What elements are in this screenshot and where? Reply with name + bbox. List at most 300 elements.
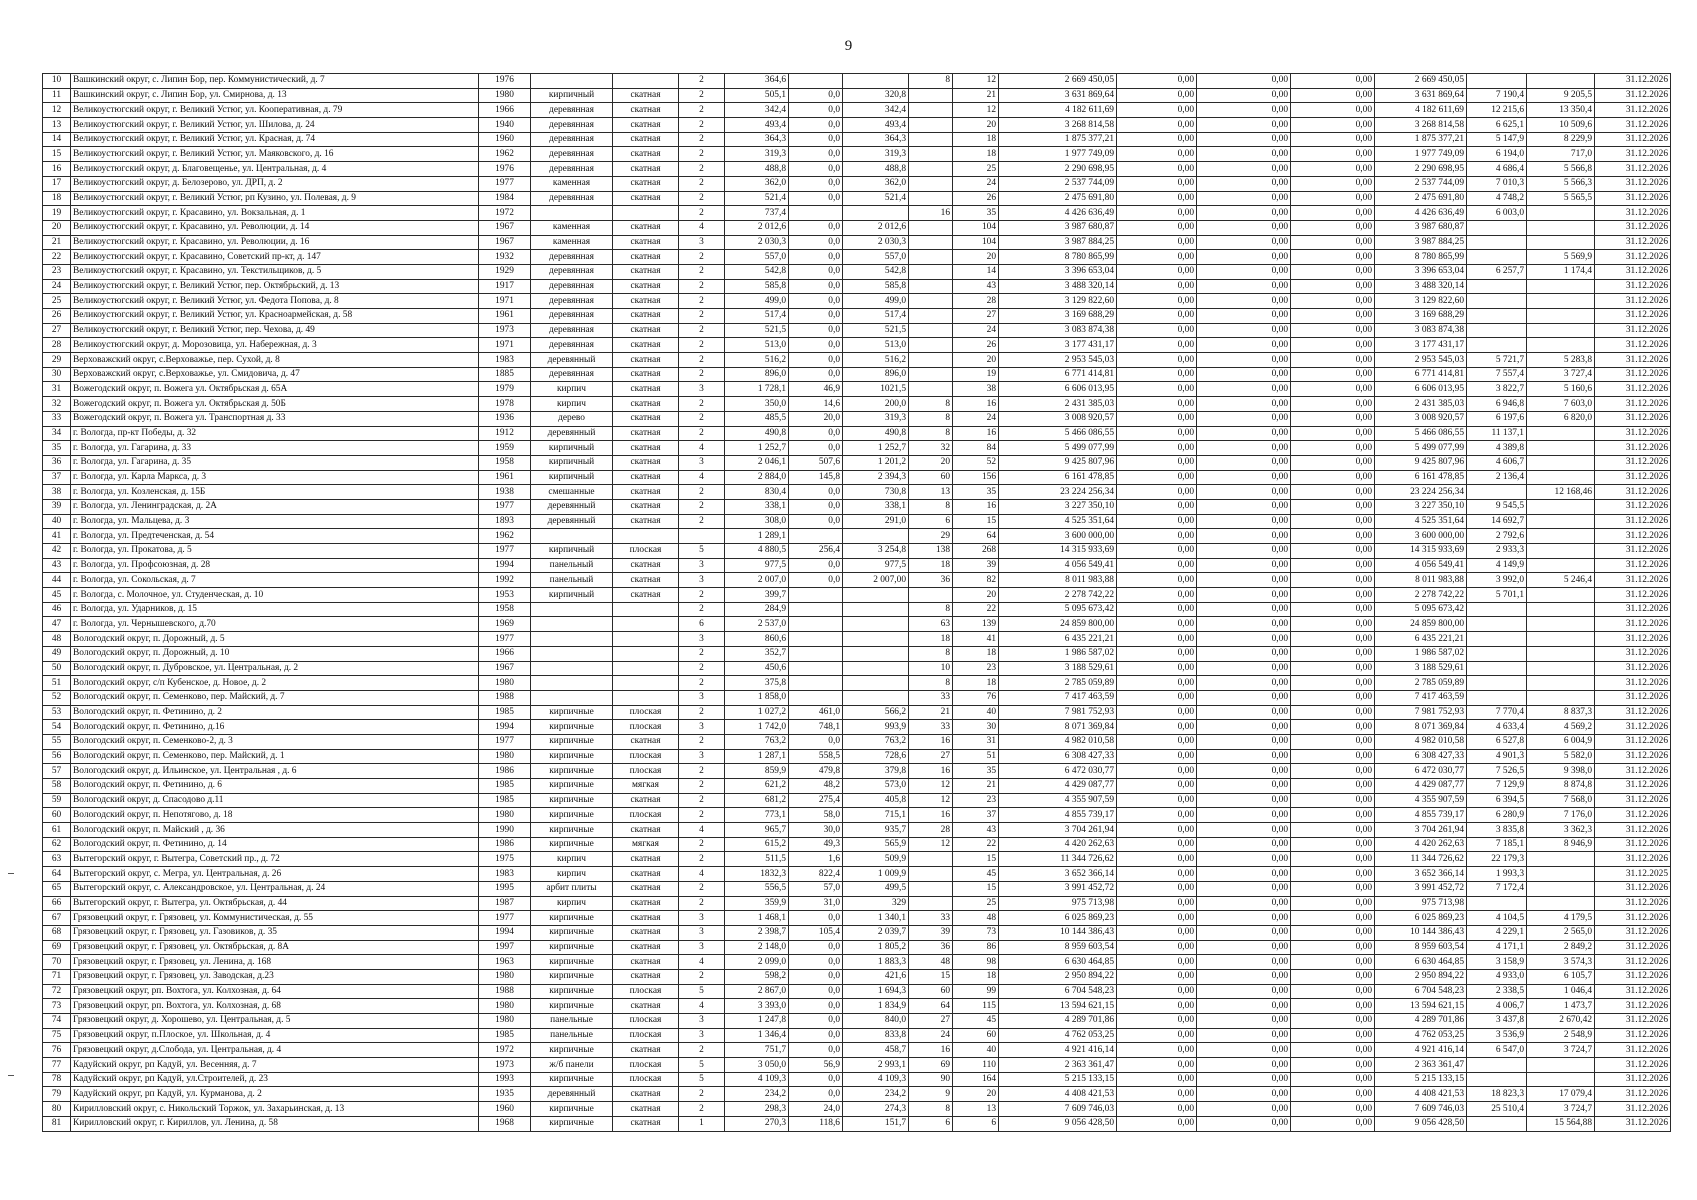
- table-cell: деревянная: [531, 103, 613, 118]
- address-cell: Грязовецкий округ, д.Слобода, ул. Центральная, д. 4: [71, 1043, 479, 1058]
- table-cell: 730,8: [843, 485, 909, 500]
- table-cell: 0,0: [789, 338, 843, 353]
- table-cell: 0,00: [1197, 279, 1291, 294]
- table-cell: 0,00: [1291, 955, 1375, 970]
- table-cell: [1467, 235, 1527, 250]
- table-cell: 1 346,4: [725, 1028, 789, 1043]
- table-cell: 509,9: [843, 852, 909, 867]
- table-cell: кирпичные: [531, 984, 613, 999]
- table-cell: 5 283,8: [1527, 353, 1595, 368]
- table-cell: 0,00: [1117, 1058, 1197, 1073]
- table-cell: 31.12.2026: [1595, 426, 1671, 441]
- table-cell: 0,00: [1117, 661, 1197, 676]
- table-cell: 0,00: [1117, 514, 1197, 529]
- table-cell: 338,1: [725, 499, 789, 514]
- address-cell: Грязовецкий округ, рп. Вохтога, ул. Колхозная, д. 64: [71, 984, 479, 999]
- table-cell: 0,00: [1291, 588, 1375, 603]
- table-cell: скатная: [613, 823, 679, 838]
- table-row: [43, 470, 1671, 485]
- table-cell: 1994: [479, 558, 531, 573]
- table-cell: 565,9: [843, 837, 909, 852]
- table-cell: 275,4: [789, 793, 843, 808]
- table-cell: 2: [679, 779, 725, 794]
- housing-register-table: [42, 73, 1671, 1132]
- table-cell: [1467, 294, 1527, 309]
- table-cell: 7 185,1: [1467, 837, 1527, 852]
- table-cell: 517,4: [725, 309, 789, 324]
- table-cell: 0,00: [1197, 955, 1291, 970]
- table-cell: 2: [679, 896, 725, 911]
- table-cell: 2: [679, 969, 725, 984]
- table-cell: 2 867,0: [725, 984, 789, 999]
- table-cell: 1917: [479, 279, 531, 294]
- address-cell: г. Вологда, ул. Ударников, д. 15: [71, 602, 479, 617]
- table-cell: 3 987 884,25: [1375, 235, 1467, 250]
- table-row: [43, 147, 1671, 162]
- table-cell: 1967: [479, 220, 531, 235]
- table-cell: 0,00: [1197, 382, 1291, 397]
- table-cell: 3 822,7: [1467, 382, 1527, 397]
- table-cell: 4 355 907,59: [999, 793, 1117, 808]
- table-cell: [909, 147, 953, 162]
- table-cell: 1992: [479, 573, 531, 588]
- table-cell: 4 179,5: [1527, 911, 1595, 926]
- table-cell: 1997: [479, 940, 531, 955]
- table-cell: 4 171,1: [1467, 940, 1527, 955]
- table-cell: 0,00: [1291, 499, 1375, 514]
- table-cell: [1527, 74, 1595, 89]
- table-cell: 4: [679, 823, 725, 838]
- table-row: [43, 132, 1671, 147]
- address-cell: Вытегорский округ, с. Александровское, ул. Центральная, д. 24: [71, 881, 479, 896]
- table-cell: 12: [953, 74, 999, 89]
- table-cell: 4 569,2: [1527, 720, 1595, 735]
- table-cell: плоская: [613, 705, 679, 720]
- table-cell: 615,2: [725, 837, 789, 852]
- table-cell: [789, 661, 843, 676]
- table-cell: 0,0: [789, 162, 843, 177]
- table-cell: плоская: [613, 544, 679, 559]
- table-cell: 3 600 000,00: [1375, 529, 1467, 544]
- table-cell: 0,0: [789, 1014, 843, 1029]
- table-cell: 1976: [479, 74, 531, 89]
- table-cell: 8 071 369,84: [1375, 720, 1467, 735]
- table-cell: 2 669 450,05: [999, 74, 1117, 89]
- table-cell: 5: [679, 1072, 725, 1087]
- table-cell: 31.12.2026: [1595, 514, 1671, 529]
- table-cell: 58,0: [789, 808, 843, 823]
- table-cell: 14: [43, 132, 71, 147]
- table-cell: 33: [43, 411, 71, 426]
- table-cell: 1 834,9: [843, 999, 909, 1014]
- table-cell: 2 933,3: [1467, 544, 1527, 559]
- table-cell: 1971: [479, 294, 531, 309]
- table-cell: 320,8: [843, 88, 909, 103]
- table-cell: 2 007,00: [843, 573, 909, 588]
- table-cell: 1 287,1: [725, 749, 789, 764]
- table-cell: [843, 588, 909, 603]
- table-cell: скатная: [613, 455, 679, 470]
- table-cell: 4 229,1: [1467, 925, 1527, 940]
- table-cell: [909, 132, 953, 147]
- table-cell: 0,00: [1197, 441, 1291, 456]
- table-cell: 1977: [479, 911, 531, 926]
- table-cell: 24: [43, 279, 71, 294]
- table-cell: 3: [679, 1028, 725, 1043]
- table-cell: 1929: [479, 264, 531, 279]
- table-cell: [613, 632, 679, 647]
- table-cell: 0,00: [1117, 690, 1197, 705]
- table-row: [43, 250, 1671, 265]
- table-cell: 1986: [479, 837, 531, 852]
- table-cell: 31.12.2026: [1595, 191, 1671, 206]
- table-cell: кирпичные: [531, 764, 613, 779]
- table-cell: 31.12.2026: [1595, 250, 1671, 265]
- table-cell: 833,8: [843, 1028, 909, 1043]
- table-cell: 0,0: [789, 176, 843, 191]
- table-row: [43, 808, 1671, 823]
- table-cell: [909, 118, 953, 133]
- table-cell: 319,3: [843, 147, 909, 162]
- table-cell: 1963: [479, 955, 531, 970]
- table-cell: 0,00: [1291, 734, 1375, 749]
- table-cell: 82: [953, 573, 999, 588]
- table-cell: кирпичные: [531, 1072, 613, 1087]
- table-cell: 3 188 529,61: [999, 661, 1117, 676]
- table-cell: деревянная: [531, 191, 613, 206]
- table-cell: 4: [679, 999, 725, 1014]
- table-row: [43, 455, 1671, 470]
- table-cell: [1527, 1058, 1595, 1073]
- table-cell: [1527, 455, 1595, 470]
- table-cell: 5 466 086,55: [1375, 426, 1467, 441]
- table-cell: [909, 367, 953, 382]
- table-cell: 2 785 059,89: [1375, 676, 1467, 691]
- table-cell: 5 160,6: [1527, 382, 1595, 397]
- table-cell: кирпичный: [531, 588, 613, 603]
- table-cell: 2 849,2: [1527, 940, 1595, 955]
- table-cell: 45: [953, 1014, 999, 1029]
- table-cell: 24: [953, 176, 999, 191]
- table-cell: скатная: [613, 573, 679, 588]
- table-cell: 450,6: [725, 661, 789, 676]
- address-cell: Грязовецкий округ, рп. Вохтога, ул. Колхозная, д. 68: [71, 999, 479, 1014]
- table-cell: 21: [953, 88, 999, 103]
- table-cell: 0,00: [1117, 88, 1197, 103]
- table-cell: 3: [679, 558, 725, 573]
- table-cell: [789, 676, 843, 691]
- table-cell: 31.12.2026: [1595, 441, 1671, 456]
- table-cell: 49: [43, 646, 71, 661]
- table-cell: 14 692,7: [1467, 514, 1527, 529]
- table-body: [43, 74, 1671, 1132]
- table-cell: кирпичные: [531, 749, 613, 764]
- table-cell: 6 003,0: [1467, 206, 1527, 221]
- table-cell: [1467, 690, 1527, 705]
- table-cell: 1 883,3: [843, 955, 909, 970]
- table-cell: 31.12.2026: [1595, 558, 1671, 573]
- table-cell: 69: [909, 1058, 953, 1073]
- table-cell: 1987: [479, 896, 531, 911]
- table-cell: 748,1: [789, 720, 843, 735]
- address-cell: Вологодский округ, п. Непотягово, д. 18: [71, 808, 479, 823]
- table-cell: 61: [43, 823, 71, 838]
- table-cell: 4: [679, 867, 725, 882]
- table-cell: 16: [909, 206, 953, 221]
- address-cell: г. Вологда, пр-кт Победы, д. 32: [71, 426, 479, 441]
- table-cell: 30: [43, 367, 71, 382]
- address-cell: г. Вологда, ул. Ленинградская, д. 2А: [71, 499, 479, 514]
- table-cell: 15: [953, 852, 999, 867]
- table-cell: [613, 676, 679, 691]
- table-cell: 270,3: [725, 1116, 789, 1131]
- table-cell: 499,0: [843, 294, 909, 309]
- address-cell: Вытегорский округ, г. Вытегра, ул. Октябрьская, д. 44: [71, 896, 479, 911]
- table-cell: 4 982 010,58: [1375, 734, 1467, 749]
- table-cell: 2: [679, 602, 725, 617]
- table-cell: 31.12.2026: [1595, 852, 1671, 867]
- table-cell: [1467, 323, 1527, 338]
- table-cell: [1527, 617, 1595, 632]
- table-cell: 1: [679, 1116, 725, 1131]
- table-cell: 64: [953, 529, 999, 544]
- table-cell: 3: [679, 925, 725, 940]
- table-cell: 4 933,0: [1467, 969, 1527, 984]
- table-row: [43, 881, 1671, 896]
- table-cell: 342,4: [843, 103, 909, 118]
- table-cell: 38: [953, 382, 999, 397]
- table-cell: 1980: [479, 808, 531, 823]
- table-cell: 2: [679, 734, 725, 749]
- table-cell: 41: [953, 632, 999, 647]
- table-cell: 31.12.2026: [1595, 955, 1671, 970]
- table-cell: [1527, 632, 1595, 647]
- table-cell: [1467, 676, 1527, 691]
- table-cell: [1527, 602, 1595, 617]
- table-cell: 1962: [479, 147, 531, 162]
- table-cell: кирпич: [531, 382, 613, 397]
- table-cell: 31.12.2026: [1595, 881, 1671, 896]
- table-cell: 763,2: [725, 734, 789, 749]
- table-cell: 0,00: [1291, 74, 1375, 89]
- table-cell: 0,00: [1117, 573, 1197, 588]
- table-cell: 1977: [479, 544, 531, 559]
- table-cell: скатная: [613, 367, 679, 382]
- table-cell: 2 398,7: [725, 925, 789, 940]
- table-cell: 3 268 814,58: [999, 118, 1117, 133]
- table-cell: 27: [909, 749, 953, 764]
- table-cell: [613, 661, 679, 676]
- table-cell: скатная: [613, 294, 679, 309]
- table-cell: 20: [953, 118, 999, 133]
- table-cell: 0,00: [1117, 881, 1197, 896]
- table-cell: 5 566,3: [1527, 176, 1595, 191]
- table-cell: 1 468,1: [725, 911, 789, 926]
- table-row: [43, 984, 1671, 999]
- table-cell: 18: [953, 676, 999, 691]
- table-cell: 2: [679, 588, 725, 603]
- table-cell: 0,00: [1117, 544, 1197, 559]
- table-cell: 0,00: [1197, 852, 1291, 867]
- table-cell: 0,00: [1291, 690, 1375, 705]
- table-cell: 2: [679, 411, 725, 426]
- table-cell: 0,00: [1117, 588, 1197, 603]
- table-cell: 3 437,8: [1467, 1014, 1527, 1029]
- table-cell: 3 396 653,04: [1375, 264, 1467, 279]
- table-cell: 46,9: [789, 382, 843, 397]
- table-cell: 4 855 739,17: [999, 808, 1117, 823]
- table-cell: 31: [43, 382, 71, 397]
- table-cell: 485,5: [725, 411, 789, 426]
- table-cell: [1467, 896, 1527, 911]
- table-cell: 0,00: [1197, 1014, 1291, 1029]
- table-cell: 0,0: [789, 485, 843, 500]
- table-cell: скатная: [613, 411, 679, 426]
- table-cell: 0,0: [789, 911, 843, 926]
- address-cell: Вытегорский округ, г. Вытегра, Советский пр., д. 72: [71, 852, 479, 867]
- table-cell: 0,00: [1117, 1102, 1197, 1117]
- table-cell: 30: [953, 720, 999, 735]
- table-row: [43, 1116, 1671, 1131]
- table-cell: 0,00: [1197, 940, 1291, 955]
- table-cell: 15: [43, 147, 71, 162]
- table-cell: 18: [43, 191, 71, 206]
- table-cell: 6 606 013,95: [1375, 382, 1467, 397]
- table-cell: 1980: [479, 749, 531, 764]
- table-cell: 3 991 452,72: [999, 881, 1117, 896]
- table-cell: 60: [909, 984, 953, 999]
- table-row: [43, 1072, 1671, 1087]
- table-cell: 0,00: [1117, 1028, 1197, 1043]
- table-cell: 8 229,9: [1527, 132, 1595, 147]
- address-cell: Вологодский округ, п. Дорожный, д. 10: [71, 646, 479, 661]
- table-cell: 0,00: [1291, 206, 1375, 221]
- table-cell: 2: [679, 705, 725, 720]
- table-cell: [789, 206, 843, 221]
- table-cell: 2: [679, 426, 725, 441]
- table-cell: арбит плиты: [531, 881, 613, 896]
- table-cell: 0,00: [1291, 294, 1375, 309]
- table-cell: 234,2: [725, 1087, 789, 1102]
- table-cell: 1893: [479, 514, 531, 529]
- table-cell: скатная: [613, 132, 679, 147]
- table-cell: 0,0: [789, 426, 843, 441]
- table-row: [43, 74, 1671, 89]
- table-cell: 0,00: [1197, 455, 1291, 470]
- table-cell: 308,0: [725, 514, 789, 529]
- table-cell: кирпичные: [531, 969, 613, 984]
- table-cell: панельный: [531, 558, 613, 573]
- table-cell: 62: [43, 837, 71, 852]
- table-cell: 31.12.2026: [1595, 162, 1671, 177]
- table-cell: 0,0: [789, 441, 843, 456]
- table-cell: 490,8: [843, 426, 909, 441]
- table-cell: 2: [679, 103, 725, 118]
- table-cell: 840,0: [843, 1014, 909, 1029]
- table-cell: 0,00: [1197, 969, 1291, 984]
- table-cell: 0,00: [1291, 470, 1375, 485]
- table-cell: 2: [679, 206, 725, 221]
- table-cell: 31.12.2026: [1595, 823, 1671, 838]
- table-cell: 18: [953, 969, 999, 984]
- table-cell: 66: [43, 896, 71, 911]
- table-cell: 2: [679, 881, 725, 896]
- table-cell: 46: [43, 602, 71, 617]
- table-cell: 2: [679, 191, 725, 206]
- table-cell: 3 724,7: [1527, 1043, 1595, 1058]
- table-cell: 0,0: [789, 367, 843, 382]
- table-cell: 3: [679, 940, 725, 955]
- table-cell: 2 537,0: [725, 617, 789, 632]
- table-row: [43, 705, 1671, 720]
- table-cell: деревянный: [531, 514, 613, 529]
- table-cell: 5: [679, 1058, 725, 1073]
- table-cell: 1977: [479, 734, 531, 749]
- table-cell: 6 946,8: [1467, 397, 1527, 412]
- table-cell: кирпичные: [531, 1102, 613, 1117]
- table-cell: 896,0: [725, 367, 789, 382]
- table-cell: скатная: [613, 103, 679, 118]
- address-cell: Грязовецкий округ, п.Плоское, ул. Школьная, д. 4: [71, 1028, 479, 1043]
- table-cell: 3: [679, 573, 725, 588]
- table-cell: 0,00: [1197, 470, 1291, 485]
- table-cell: 0,00: [1197, 837, 1291, 852]
- table-cell: 0,00: [1117, 852, 1197, 867]
- table-cell: 0,00: [1291, 118, 1375, 133]
- table-row: [43, 235, 1671, 250]
- table-cell: 9 056 428,50: [999, 1116, 1117, 1131]
- table-cell: ж/б панели: [531, 1058, 613, 1073]
- table-cell: 0,00: [1117, 1072, 1197, 1087]
- table-cell: кирпичный: [531, 544, 613, 559]
- table-cell: [1527, 529, 1595, 544]
- table-cell: скатная: [613, 485, 679, 500]
- table-cell: скатная: [613, 162, 679, 177]
- table-cell: 6 630 464,85: [999, 955, 1117, 970]
- table-cell: 1 046,4: [1527, 984, 1595, 999]
- table-cell: 0,00: [1117, 969, 1197, 984]
- table-cell: 4 606,7: [1467, 455, 1527, 470]
- table-row: [43, 514, 1671, 529]
- table-cell: 0,00: [1197, 353, 1291, 368]
- table-cell: 3 631 869,64: [999, 88, 1117, 103]
- table-cell: 2 290 698,95: [999, 162, 1117, 177]
- table-cell: 31.12.2026: [1595, 720, 1671, 735]
- table-row: [43, 485, 1671, 500]
- table-cell: [1467, 250, 1527, 265]
- table-cell: 2: [679, 1087, 725, 1102]
- table-cell: [1467, 74, 1527, 89]
- table-cell: 5 147,9: [1467, 132, 1527, 147]
- table-cell: 364,3: [843, 132, 909, 147]
- address-cell: Вологодский округ, п. Семенково, пер. Майский, д. 1: [71, 749, 479, 764]
- table-cell: 37: [953, 808, 999, 823]
- table-cell: [1467, 632, 1527, 647]
- table-cell: 3: [679, 632, 725, 647]
- table-cell: 31.12.2026: [1595, 1087, 1671, 1102]
- address-cell: Вытегорский округ, с. Мегра, ул. Центральная, д. 26: [71, 867, 479, 882]
- table-cell: 31.12.2026: [1595, 411, 1671, 426]
- table-cell: 50: [43, 661, 71, 676]
- table-cell: 1 977 749,09: [1375, 147, 1467, 162]
- table-cell: [909, 852, 953, 867]
- table-cell: 1 473,7: [1527, 999, 1595, 1014]
- table-cell: 975 713,98: [999, 896, 1117, 911]
- table-cell: 58: [43, 779, 71, 794]
- table-cell: скатная: [613, 867, 679, 882]
- table-cell: 405,8: [843, 793, 909, 808]
- table-cell: 6 004,9: [1527, 734, 1595, 749]
